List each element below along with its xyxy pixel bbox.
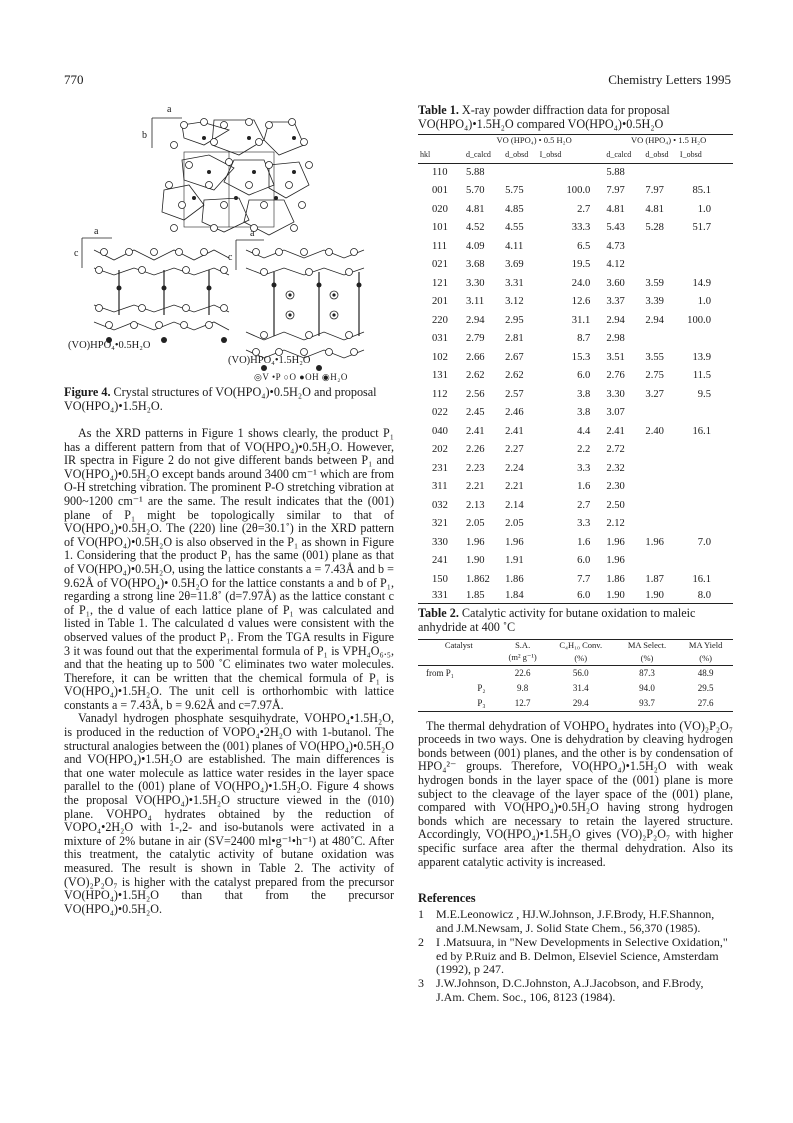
paragraph-dehydration: The thermal dehydration of VOHPO₄ hydrates into (VO)₂P₂O₇ proceeds in two ways. One is dehydration by cleaving hydrogen bonds between (001) planes, and the other is by condensation of HPO₄²⁻ groups. Therefore, VO(HPO₄)•1.5H₂O with weak hydrogen bonds in the layer space of the (001) plane is more subject to the cleavage of the layer space of the (001) plane, compared with VO(HPO₄)•0.5H₂O having strong hydrogen bonds which are necessary to retain the layered structure. Accordingly, VO(HPO₄)•1.5H₂O gives (VO)₂P₂O₇ with higher specific surface area after the thermal dehydration. Also its apparent catalytic activity is increased. bbox=[418, 718, 733, 869]
table-1-cell: 100.0 bbox=[687, 314, 711, 326]
table-1-cell: 1.85 bbox=[464, 589, 503, 604]
table-1-cell: 5.88 bbox=[606, 167, 625, 179]
table-1-cell bbox=[678, 404, 733, 423]
right-body-text bbox=[418, 720, 733, 870]
table-1-cell: 100.0 bbox=[566, 185, 591, 197]
table-1-header: d_obsd bbox=[503, 146, 538, 163]
table-1-cell: 2.26 bbox=[466, 444, 485, 456]
table-1-cell bbox=[643, 237, 678, 256]
table-1-spacer bbox=[418, 134, 464, 146]
top-dots bbox=[192, 136, 296, 200]
table-1-cell: 3.12 bbox=[505, 296, 524, 308]
table-2-cell: 31.4 bbox=[572, 682, 589, 693]
table-1-cell: 3.30 bbox=[606, 388, 625, 400]
table-1-cell: 4.73 bbox=[606, 240, 625, 252]
table-1-cell bbox=[678, 237, 733, 256]
table-1-cell: 1.90 bbox=[466, 555, 485, 567]
table-1-cell bbox=[643, 330, 678, 349]
table-1-cell bbox=[643, 496, 678, 515]
table-2-unit: (%) bbox=[546, 651, 616, 665]
table-1-cell: 150 bbox=[432, 573, 448, 585]
table-1-cell: 040 bbox=[432, 425, 448, 437]
table-1-row bbox=[418, 441, 733, 460]
table-1-cell: 2.7 bbox=[577, 499, 591, 511]
table-1-cell: 5.70 bbox=[466, 185, 485, 197]
table-1-cell bbox=[678, 552, 733, 571]
table-1-cell: 16.1 bbox=[692, 425, 711, 437]
axis-label-mid-c2: c bbox=[228, 252, 233, 263]
table-1-cell bbox=[643, 404, 678, 423]
table-2-unit: (m² g⁻¹) bbox=[500, 651, 546, 665]
table-1-cell: 3.07 bbox=[606, 407, 625, 419]
table-1-cell: 3.31 bbox=[505, 277, 524, 289]
table-1-row bbox=[418, 311, 733, 330]
left-column bbox=[64, 100, 394, 916]
table-1-row bbox=[418, 367, 733, 386]
table-1-cell: 3.60 bbox=[606, 277, 625, 289]
table-2-cell: 87.3 bbox=[639, 667, 655, 678]
table-1-cell: 3.68 bbox=[466, 259, 485, 271]
table-1-cell: 8.0 bbox=[678, 589, 733, 604]
table-2-caption-text: Catalytic activity for butane oxidation to maleic anhydride at 400 ˚C bbox=[418, 606, 696, 634]
table-1-cell: 13.9 bbox=[692, 351, 711, 363]
table-1-cell bbox=[678, 496, 733, 515]
table-1-row bbox=[418, 163, 733, 182]
table-1-cell: 1.90 bbox=[643, 589, 678, 604]
figure-caption-text: Crystal structures of VO(HPO₄)•0.5H₂O and proposal VO(HPO₄)•1.5H₂O. bbox=[64, 385, 377, 413]
table-1-row bbox=[418, 422, 733, 441]
axis-label-top-b: b bbox=[142, 130, 147, 141]
table-1-cell: 2.81 bbox=[505, 333, 524, 345]
table-1-cell: 7.7 bbox=[577, 573, 591, 585]
table-1-row bbox=[418, 515, 733, 534]
table-1-cell: 2.40 bbox=[645, 425, 664, 437]
table-2-row bbox=[418, 695, 733, 711]
table-1-header: d_obsd bbox=[643, 146, 678, 163]
table-1-cell: 1.0 bbox=[697, 296, 711, 308]
table-1-cell: 2.62 bbox=[505, 370, 524, 382]
table-1-cell: 4.4 bbox=[577, 425, 591, 437]
axis-label-mid-c1: c bbox=[74, 248, 79, 259]
table-2-cell: 56.0 bbox=[572, 667, 589, 678]
table-1-cell bbox=[678, 330, 733, 349]
table-1-cell: 021 bbox=[432, 259, 448, 271]
table-1-cell bbox=[643, 256, 678, 275]
table-1-row bbox=[418, 237, 733, 256]
table-1-cell: 2.41 bbox=[466, 425, 485, 437]
table-1-cell: 2.67 bbox=[505, 351, 524, 363]
table-1-cell: 5.43 bbox=[606, 222, 625, 234]
table-1-cell: 3.69 bbox=[505, 259, 524, 271]
table-1-cell: 85.1 bbox=[692, 185, 711, 197]
table-1-cell: 1.96 bbox=[645, 536, 664, 548]
table-1-row bbox=[418, 570, 733, 589]
table-1-cell: 2.75 bbox=[645, 370, 664, 382]
table-2-header: Catalyst bbox=[418, 639, 500, 651]
table-1-cell: 3.27 bbox=[645, 388, 664, 400]
table-1-cell: 2.05 bbox=[466, 518, 485, 530]
table-1-cell: 3.55 bbox=[645, 351, 664, 363]
table-1-cell: 1.84 bbox=[503, 589, 538, 604]
table-1-cell: 241 bbox=[432, 555, 448, 567]
table-1-cell: 6.0 bbox=[577, 370, 591, 382]
table-1-cell: 1.90 bbox=[604, 589, 643, 604]
references-title: References bbox=[418, 891, 476, 906]
table-1-cell: 3.8 bbox=[577, 388, 591, 400]
left-body-text bbox=[64, 427, 394, 916]
table-1-cell: 2.05 bbox=[505, 518, 524, 530]
table-2-header: C₄H₁₀ Conv. bbox=[546, 639, 616, 651]
table-1-row bbox=[418, 293, 733, 312]
table-1-cell: 33.3 bbox=[571, 222, 591, 234]
table-1-row bbox=[418, 459, 733, 478]
table-1-cell: 131 bbox=[432, 370, 448, 382]
table-1-cell: 51.7 bbox=[692, 222, 711, 234]
table-1-cell: 2.14 bbox=[505, 499, 524, 511]
table-1-row bbox=[418, 256, 733, 275]
table-1-row bbox=[418, 330, 733, 349]
table-1-row bbox=[418, 478, 733, 497]
table-1-cell: 1.0 bbox=[697, 203, 711, 215]
table-1-cell: 2.95 bbox=[505, 314, 524, 326]
table-1-cell: 311 bbox=[432, 481, 448, 493]
table-1-cell: 1.86 bbox=[606, 573, 625, 585]
table-1-cell bbox=[643, 552, 678, 571]
table-1-cell: 112 bbox=[432, 388, 448, 400]
table-1-cell: 4.52 bbox=[466, 222, 485, 234]
table-1-cell: 1.6 bbox=[577, 481, 591, 493]
table-1-cell: 14.9 bbox=[692, 277, 711, 289]
table-1-cell bbox=[678, 163, 733, 182]
table-2-cell: from P₁ bbox=[426, 667, 454, 678]
table-1-cell: 5.75 bbox=[505, 185, 524, 197]
table-2-cell: P₂ bbox=[477, 682, 486, 693]
table-1-cell: 3.51 bbox=[606, 351, 625, 363]
table-1-cell: 4.09 bbox=[466, 240, 485, 252]
table-1-group-a: VO (HPO₄) • 0.5 H₂O bbox=[464, 134, 604, 146]
table-2-header: MA Select. bbox=[616, 639, 679, 651]
table-2-cell: 29.4 bbox=[546, 695, 616, 711]
table-1-cell: 15.3 bbox=[571, 351, 591, 363]
table-1-cell: 2.30 bbox=[606, 481, 625, 493]
table-2 bbox=[418, 639, 733, 712]
figure-legend: ◎V •P ○O ●OH ◉H₂O bbox=[254, 372, 348, 382]
table-1-header: I_obsd bbox=[538, 146, 605, 163]
table-1-row bbox=[418, 404, 733, 423]
table-1-cell: 102 bbox=[432, 351, 448, 363]
table-1-cell: 8.7 bbox=[577, 333, 591, 345]
table-1-caption-text: X-ray powder diffraction data for proposal VO(HPO₄)•1.5H₂O compared VO(HPO₄)•0.5H₂O bbox=[418, 103, 670, 131]
table-1-cell: 2.94 bbox=[606, 314, 625, 326]
table-1-header: I_obsd bbox=[678, 146, 733, 163]
table-2-cell: 22.6 bbox=[514, 667, 531, 678]
table-2-body bbox=[418, 665, 733, 711]
table-1-row bbox=[418, 274, 733, 293]
table-1-cell bbox=[678, 459, 733, 478]
table-1-cell: 2.94 bbox=[466, 314, 485, 326]
table-1-cell: 2.62 bbox=[466, 370, 485, 382]
reference-text: J.W.Johnson, D.C.Johnston, A.J.Jacobson, and F.Brody, J.Am. Chem. Soc., 106, 8123 (1984). bbox=[436, 976, 704, 1004]
table-1-cell: 031 bbox=[432, 333, 448, 345]
table-1-cell: 2.12 bbox=[606, 518, 625, 530]
table-1-cell: 101 bbox=[432, 222, 448, 234]
figure-caption bbox=[64, 385, 394, 413]
table-1-row bbox=[418, 200, 733, 219]
table-1-cell: 2.57 bbox=[505, 388, 524, 400]
table-1-cell bbox=[678, 515, 733, 534]
structure-label-05: (VO)HPO₄•0.5H₂O bbox=[68, 340, 151, 351]
table-1-cell: 2.2 bbox=[577, 444, 591, 456]
table-2-unit: (%) bbox=[616, 651, 679, 665]
table-2-cell: 12.7 bbox=[500, 695, 546, 711]
table-2-row bbox=[418, 680, 733, 695]
table-1-cell: 3.30 bbox=[466, 277, 485, 289]
table-2-cell: 9.8 bbox=[517, 682, 529, 693]
table-1-cell: 321 bbox=[432, 518, 448, 530]
table-1-cell: 3.37 bbox=[606, 296, 625, 308]
table-1-cell: 7.97 bbox=[645, 185, 664, 197]
table-1-cell: 4.11 bbox=[505, 240, 524, 252]
table-2-unit: (%) bbox=[678, 651, 733, 665]
table-1-cell: 3.3 bbox=[577, 462, 591, 474]
table-1-row bbox=[418, 552, 733, 571]
table-1-cell: 2.98 bbox=[606, 333, 625, 345]
paragraph-xrd: As the XRD patterns in Figure 1 shows clearly, the product P₁ has a different pattern from that of VO(HPO₄)•0.5H₂O. However, IR spectra in Figure 2 do not give different bands between P₁ and VO(HPO₄)•0.5H₂O except bands around 3400 cm⁻¹ which are from O-H stretching vibration. The prominent P-O stretching vibration at 900~1200 cm⁻¹ are the same. The result indicates that the (001) plane of P₁ might be topologically similar to that of VO(HPO₄)•0.5H₂O. The (220) line (2θ=30.1˚) in the XRD pattern of VO(HPO₄)•0.5H₂O is also observed in the P₁ as shown in Figure 1. Considering that the product P₁ has the same (001) plane as that of VO(HPO₄)•0.5H₂O, using the lattice constants a = 7.43Å and b = 9.62Å of VO(HPO₄)• 0.5H₂O for the lattice constants a and b of P₁, regarding a strong line 2θ=11.8˚ (d=7.97Å) as the lattice constant c of P₁, the d value of each lattice plane of P₁ was calculated and listed in Table 1. The calculated d values were consistent with the observed values of the product P₁. From the TGA results in Figure 3 it was found out that the experimental formula of P₁ is VPH₄O₆.₅, and that the heating up to 500 ˚C eliminates two water molecules. Therefore, it can be written that the chemical formula of P₁ is VO(HPO₄)•1.5H₂O. The unit cell is orthorhombic with lattice constants a = 7.43Å, b = 9.62Å and c=7.97Å. bbox=[64, 426, 394, 712]
table-1-cell: 16.1 bbox=[692, 573, 711, 585]
table-1-cell: 3.39 bbox=[645, 296, 664, 308]
table-1-cell: 2.45 bbox=[466, 407, 485, 419]
table-1-row bbox=[418, 533, 733, 552]
table-1-header: d_calcd bbox=[464, 146, 503, 163]
table-1-cell: 4.81 bbox=[606, 203, 625, 215]
table-1-cell bbox=[643, 478, 678, 497]
figure-4 bbox=[64, 100, 394, 385]
table-1-cell bbox=[643, 163, 678, 182]
reference-text: M.E.Leonowicz , HJ.W.Johnson, J.F.Brody, H.F.Shannon, and J.M.Newsam, J. Solid State Chem., 56,370 (1985). bbox=[436, 907, 715, 936]
table-1-cell: 2.94 bbox=[645, 314, 664, 326]
table-1-cell: 6.0 bbox=[577, 555, 591, 567]
table-1-cell: 6.0 bbox=[538, 589, 605, 604]
table-1-cell: 7.97 bbox=[606, 185, 625, 197]
journal-title: Chemistry Letters 1995 bbox=[608, 72, 731, 87]
table-1-cell: 4.55 bbox=[505, 222, 524, 234]
table-1-cell: 201 bbox=[432, 296, 448, 308]
table-1-cell: 2.41 bbox=[606, 425, 625, 437]
references-list bbox=[418, 908, 733, 1005]
table-1-cell: 3.59 bbox=[645, 277, 664, 289]
table-1-cell: 331 bbox=[418, 589, 464, 604]
table-1-cell bbox=[538, 163, 605, 182]
table-1-cell: 2.32 bbox=[606, 462, 625, 474]
reference-text: I .Matsuura, in "New Developments in Selective Oxidation," ed by P.Ruiz and B. Delmon, Elseviel Science, Amsterdam (1992), p 247. bbox=[436, 934, 728, 977]
reference-number: 1 bbox=[418, 907, 424, 922]
table-1-cell: 9.5 bbox=[697, 388, 711, 400]
table-1-cell: 2.50 bbox=[606, 499, 625, 511]
table-1-cell: 12.6 bbox=[571, 296, 591, 308]
table-1-cell: 1.862 bbox=[466, 573, 490, 585]
table-1-cell: 2.24 bbox=[505, 462, 524, 474]
axis-label-mid-a1: a bbox=[94, 226, 99, 237]
table-1-cell: 110 bbox=[432, 167, 448, 179]
table-2-unit bbox=[418, 651, 500, 665]
table-1-cell: 1.86 bbox=[505, 573, 524, 585]
table-1-cell: 4.81 bbox=[645, 203, 664, 215]
table-1-cell: 19.5 bbox=[571, 259, 591, 271]
table-1-cell: 330 bbox=[432, 536, 448, 548]
table-1-row bbox=[418, 219, 733, 238]
table-1-group-b: VO (HPO₄) • 1.5 H₂O bbox=[604, 134, 733, 146]
table-1-cell: 020 bbox=[432, 203, 448, 215]
table-1-cell: 3.3 bbox=[577, 518, 591, 530]
table-1-label: Table 1. bbox=[418, 103, 459, 117]
table-1-cell: 4.85 bbox=[505, 203, 524, 215]
table-1-cell bbox=[678, 441, 733, 460]
table-2-header: S.A. bbox=[500, 639, 546, 651]
table-2-header: MA Yield bbox=[678, 639, 733, 651]
table-2-row bbox=[418, 665, 733, 680]
bottom-right-structure bbox=[236, 240, 364, 358]
top-structure bbox=[152, 118, 309, 235]
table-2-cell: 48.9 bbox=[697, 667, 714, 678]
table-2-cell: 29.5 bbox=[697, 682, 714, 693]
table-1-row bbox=[418, 182, 733, 201]
table-1-cell: 3.11 bbox=[466, 296, 485, 308]
table-1-header: hkl bbox=[418, 146, 464, 163]
table-1-row bbox=[418, 496, 733, 515]
table-1-cell: 2.21 bbox=[466, 481, 485, 493]
table-1 bbox=[418, 134, 733, 605]
table-1-cell: 022 bbox=[432, 407, 448, 419]
table-1-row bbox=[418, 385, 733, 404]
table-1-cell: 31.1 bbox=[571, 314, 591, 326]
table-1-cell: 1.96 bbox=[606, 555, 625, 567]
table-2-cell: 27.6 bbox=[678, 695, 733, 711]
table-1-cell: 220 bbox=[432, 314, 448, 326]
table-1-cell bbox=[503, 163, 538, 182]
figure-caption-label: Figure 4. bbox=[64, 385, 111, 399]
table-1-cell bbox=[643, 459, 678, 478]
table-1-cell: 2.56 bbox=[466, 388, 485, 400]
table-1-cell: 5.88 bbox=[466, 167, 485, 179]
table-1-cell: 2.23 bbox=[466, 462, 485, 474]
table-1-row bbox=[418, 589, 733, 604]
table-1-body bbox=[418, 163, 733, 604]
reference-item bbox=[418, 936, 733, 977]
table-1-cell: 24.0 bbox=[571, 277, 591, 289]
table-1-cell: 2.66 bbox=[466, 351, 485, 363]
table-1-cell: 231 bbox=[432, 462, 448, 474]
axis-label-top-a: a bbox=[167, 104, 172, 115]
table-1-cell: 2.21 bbox=[505, 481, 524, 493]
structure-label-15: (VO)HPO₄•1.5H₂O bbox=[228, 355, 311, 366]
table-1-cell: 032 bbox=[432, 499, 448, 511]
table-1-cell bbox=[643, 441, 678, 460]
table-2-cell: 94.0 bbox=[639, 682, 655, 693]
table-1-cell: 1.91 bbox=[505, 555, 524, 567]
table-1-cell: 2.7 bbox=[577, 203, 591, 215]
reference-item bbox=[418, 977, 733, 1005]
table-1-header: d_calcd bbox=[604, 146, 643, 163]
table-2-cell: P₃ bbox=[418, 695, 500, 711]
table-1-cell: 1.87 bbox=[645, 573, 664, 585]
table-1-cell: 11.5 bbox=[692, 370, 711, 382]
table-1-cell bbox=[643, 515, 678, 534]
table-1-cell: 6.5 bbox=[577, 240, 591, 252]
table-1-cell: 2.13 bbox=[466, 499, 485, 511]
table-1-cell: 3.8 bbox=[577, 407, 591, 419]
table-1-cell: 4.12 bbox=[606, 259, 625, 271]
table-1-cell: 121 bbox=[432, 277, 448, 289]
reference-number: 3 bbox=[418, 976, 424, 991]
table-1-cell: 1.96 bbox=[606, 536, 625, 548]
table-1-cell: 2.76 bbox=[606, 370, 625, 382]
table-1-cell: 2.79 bbox=[466, 333, 485, 345]
table-1-caption bbox=[418, 104, 733, 132]
table-1-row bbox=[418, 348, 733, 367]
table-1-cell: 1.96 bbox=[505, 536, 524, 548]
table-1-cell: 2.46 bbox=[505, 407, 524, 419]
axis-label-mid-a2: a bbox=[250, 228, 255, 239]
table-1-cell: 202 bbox=[432, 444, 448, 456]
table-1-cell: 2.72 bbox=[606, 444, 625, 456]
table-2-label: Table 2. bbox=[418, 606, 459, 621]
reference-number: 2 bbox=[418, 934, 424, 949]
table-1-cell: 7.0 bbox=[697, 536, 711, 548]
paragraph-vanadyl: Vanadyl hydrogen phosphate sesquihydrate, VOHPO₄•1.5H₂O, is produced in the reduction of VOPO₄•2H₂O with 1-butanol. The structural analogies between the (001) planes of VO(HPO₄)•0.5H₂O and VO(HPO₄)•1.5H₂O are established. The main differences is that one water molecule as lattice water resides in the layer space parallel to the (001) plane of VO(HPO₄)•1.5H₂O. Figure 4 shows the proposal VO(HPO₄)•1.5H₂O structure viewed in the (010) plane. VOHPO₄ hydrates obtained by the reduction of VOPO₄•2H₂O with 1-,2- and iso-butanols were activated in a mixture of 2% butane in air (SV=2400 ml•g⁻¹•h⁻¹) at 480˚C. After this treatment, the catalytic activity of butane oxidation was measured. The result is shown in Table 2. The activity of (VO)₂P₂O₇ is higher with the catalyst prepared from the precursor VO(HPO₄)•1.5H₂O than that from the precursor VO(HPO₄)•0.5H₂O. bbox=[64, 711, 394, 916]
table-2-caption bbox=[418, 607, 733, 635]
table-1-cell: 2.27 bbox=[505, 444, 524, 456]
right-column bbox=[418, 104, 733, 1005]
table-1-cell: 1.6 bbox=[577, 536, 591, 548]
table-1-cell: 2.41 bbox=[505, 425, 524, 437]
table-1-cell: 111 bbox=[432, 240, 448, 252]
reference-item bbox=[418, 908, 733, 936]
table-1-cell: 001 bbox=[432, 185, 448, 197]
table-1-cell: 1.96 bbox=[466, 536, 485, 548]
table-1-cell bbox=[678, 256, 733, 275]
table-2-cell: 93.7 bbox=[616, 695, 679, 711]
table-1-cell: 4.81 bbox=[466, 203, 485, 215]
table-1-cell: 5.28 bbox=[645, 222, 664, 234]
table-1-cell bbox=[678, 478, 733, 497]
page-number: 770 bbox=[64, 72, 84, 87]
